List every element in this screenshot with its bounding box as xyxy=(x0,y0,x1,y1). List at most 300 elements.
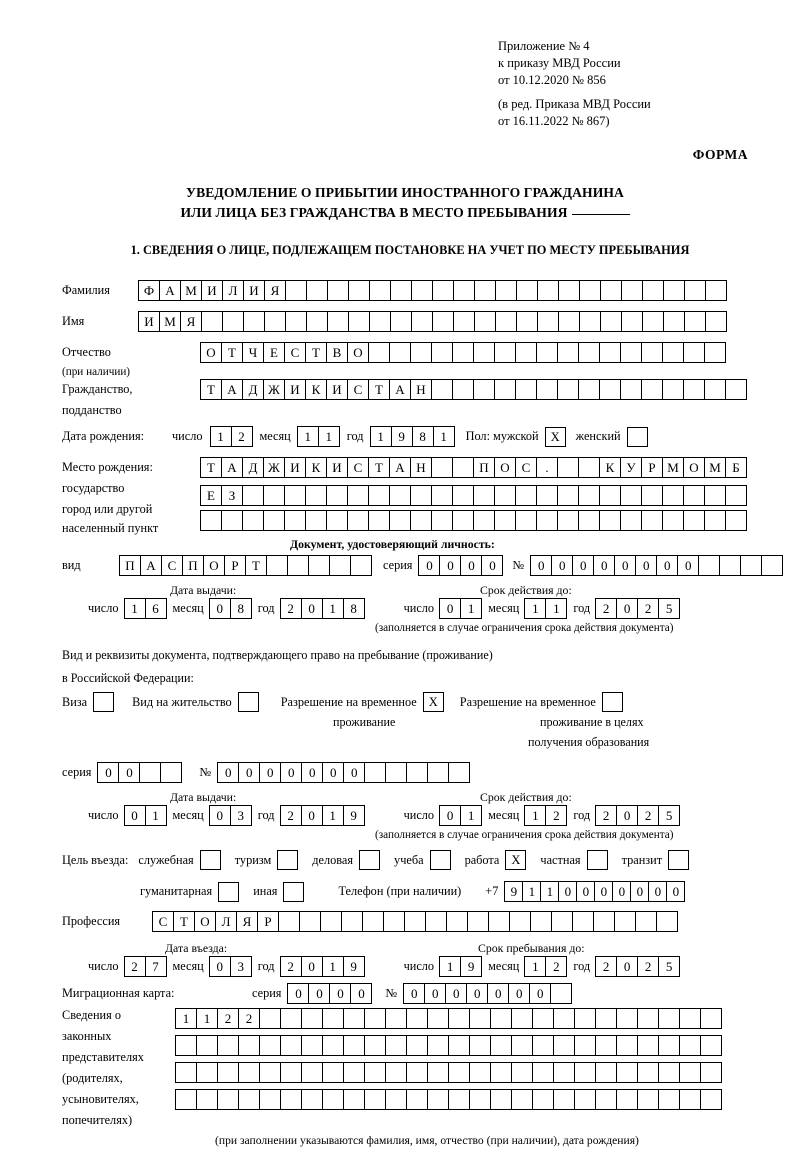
cell[interactable] xyxy=(620,485,642,506)
cell[interactable]: П xyxy=(182,555,204,576)
cell[interactable]: 0 xyxy=(572,555,594,576)
cell[interactable]: 0 xyxy=(403,983,425,1004)
cell[interactable] xyxy=(704,342,726,363)
entry-year-input[interactable] xyxy=(280,956,364,977)
cell[interactable]: Ф xyxy=(138,280,160,301)
cell[interactable] xyxy=(662,510,684,531)
cell[interactable]: 0 xyxy=(551,555,573,576)
cell[interactable]: 0 xyxy=(530,555,552,576)
cell[interactable]: 0 xyxy=(616,805,638,826)
cell[interactable] xyxy=(406,1089,428,1110)
cell[interactable] xyxy=(599,342,621,363)
permit-valid-day-input[interactable] xyxy=(439,805,481,826)
cell[interactable]: 0 xyxy=(439,555,461,576)
birthplace-input-1[interactable] xyxy=(200,457,746,478)
cell[interactable] xyxy=(572,911,594,932)
cell[interactable]: 2 xyxy=(124,956,146,977)
cell[interactable]: 2 xyxy=(637,598,659,619)
cell[interactable] xyxy=(264,311,286,332)
cell[interactable]: 3 xyxy=(230,956,252,977)
cell[interactable]: 0 xyxy=(508,983,530,1004)
cell[interactable]: Р xyxy=(257,911,279,932)
cell[interactable] xyxy=(263,510,285,531)
cell[interactable]: О xyxy=(194,911,216,932)
cell[interactable] xyxy=(299,911,321,932)
cell[interactable]: П xyxy=(473,457,495,478)
cell[interactable]: 0 xyxy=(439,598,461,619)
cell[interactable]: К xyxy=(305,379,327,400)
identity-valid-month-input[interactable] xyxy=(524,598,566,619)
cell[interactable] xyxy=(383,911,405,932)
cell[interactable]: Т xyxy=(173,911,195,932)
cell[interactable] xyxy=(389,510,411,531)
stay-year-input[interactable] xyxy=(595,956,679,977)
cell[interactable]: С xyxy=(347,457,369,478)
cell[interactable] xyxy=(242,510,264,531)
permit-edu-checkbox[interactable] xyxy=(602,692,623,712)
cell[interactable] xyxy=(348,311,370,332)
cell[interactable]: 1 xyxy=(524,598,546,619)
cell[interactable]: А xyxy=(389,379,411,400)
cell[interactable] xyxy=(537,280,559,301)
cell[interactable] xyxy=(719,555,741,576)
cell[interactable]: 0 xyxy=(97,762,119,783)
cell[interactable] xyxy=(515,510,537,531)
cell[interactable]: 1 xyxy=(524,956,546,977)
cell[interactable] xyxy=(532,1008,554,1029)
cell[interactable] xyxy=(684,311,706,332)
cell[interactable]: 1 xyxy=(545,598,567,619)
cell[interactable] xyxy=(494,485,516,506)
cell[interactable] xyxy=(448,762,470,783)
cell[interactable] xyxy=(389,485,411,506)
purpose-option-checkbox[interactable] xyxy=(283,882,304,902)
cell[interactable] xyxy=(406,1062,428,1083)
cell[interactable]: 1 xyxy=(540,881,559,902)
cell[interactable] xyxy=(390,311,412,332)
cell[interactable] xyxy=(432,311,454,332)
cell[interactable]: 0 xyxy=(343,762,365,783)
cell[interactable] xyxy=(278,911,300,932)
cell[interactable] xyxy=(427,1035,449,1056)
cell[interactable] xyxy=(658,1008,680,1029)
cell[interactable]: 0 xyxy=(616,598,638,619)
purpose-option-checkbox[interactable]: Х xyxy=(505,850,526,870)
cell[interactable] xyxy=(614,911,636,932)
cell[interactable] xyxy=(557,379,579,400)
cell[interactable]: 1 xyxy=(145,805,167,826)
cell[interactable] xyxy=(700,1089,722,1110)
cell[interactable] xyxy=(658,1035,680,1056)
cell[interactable]: 0 xyxy=(301,598,323,619)
cell[interactable] xyxy=(343,1008,365,1029)
cell[interactable] xyxy=(537,311,559,332)
cell[interactable] xyxy=(369,311,391,332)
cell[interactable] xyxy=(532,1062,554,1083)
cell[interactable] xyxy=(217,1035,239,1056)
cell[interactable] xyxy=(320,911,342,932)
cell[interactable]: М xyxy=(662,457,684,478)
cell[interactable]: А xyxy=(140,555,162,576)
cell[interactable]: Д xyxy=(242,379,264,400)
cell[interactable] xyxy=(684,280,706,301)
identity-valid-year-input[interactable] xyxy=(595,598,679,619)
cell[interactable]: 1 xyxy=(210,426,232,447)
cell[interactable]: 1 xyxy=(370,426,392,447)
cell[interactable] xyxy=(574,1035,596,1056)
cell[interactable] xyxy=(679,1062,701,1083)
cell[interactable] xyxy=(515,342,537,363)
stay-day-input[interactable] xyxy=(439,956,481,977)
cell[interactable] xyxy=(553,1035,575,1056)
cell[interactable]: 0 xyxy=(329,983,351,1004)
cell[interactable]: О xyxy=(494,457,516,478)
cell[interactable]: 0 xyxy=(529,983,551,1004)
cell[interactable] xyxy=(385,1035,407,1056)
cell[interactable] xyxy=(700,1008,722,1029)
cell[interactable] xyxy=(600,280,622,301)
identity-issue-month-input[interactable] xyxy=(209,598,251,619)
cell[interactable] xyxy=(431,510,453,531)
cell[interactable]: 9 xyxy=(343,805,365,826)
cell[interactable] xyxy=(385,1008,407,1029)
cell[interactable]: О xyxy=(203,555,225,576)
cell[interactable] xyxy=(369,280,391,301)
cell[interactable] xyxy=(343,1035,365,1056)
birthplace-input-2[interactable] xyxy=(200,485,746,506)
name-input[interactable] xyxy=(138,311,726,332)
cell[interactable] xyxy=(532,1035,554,1056)
cell[interactable]: Т xyxy=(368,379,390,400)
cell[interactable] xyxy=(616,1008,638,1029)
cell[interactable]: 2 xyxy=(637,805,659,826)
cell[interactable]: М xyxy=(704,457,726,478)
permit-temp-checkbox[interactable]: Х xyxy=(423,692,444,712)
cell[interactable] xyxy=(704,485,726,506)
cell[interactable] xyxy=(280,1089,302,1110)
cell[interactable]: 0 xyxy=(301,805,323,826)
cell[interactable] xyxy=(621,311,643,332)
identity-issue-year-input[interactable] xyxy=(280,598,364,619)
cell[interactable] xyxy=(368,510,390,531)
cell[interactable]: Н xyxy=(410,457,432,478)
cell[interactable]: Б xyxy=(725,457,747,478)
cell[interactable]: 0 xyxy=(616,956,638,977)
cell[interactable] xyxy=(284,510,306,531)
cell[interactable] xyxy=(579,280,601,301)
cell[interactable] xyxy=(306,280,328,301)
cell[interactable]: С xyxy=(161,555,183,576)
cell[interactable] xyxy=(243,311,265,332)
identity-kind-input[interactable] xyxy=(119,555,371,576)
cell[interactable] xyxy=(558,311,580,332)
cell[interactable] xyxy=(516,280,538,301)
cell[interactable] xyxy=(725,379,747,400)
cell[interactable] xyxy=(578,342,600,363)
cell[interactable] xyxy=(196,1035,218,1056)
cell[interactable] xyxy=(536,510,558,531)
cell[interactable] xyxy=(308,555,330,576)
cell[interactable] xyxy=(511,1089,533,1110)
cell[interactable] xyxy=(427,1089,449,1110)
cell[interactable] xyxy=(679,1089,701,1110)
cell[interactable] xyxy=(494,379,516,400)
cell[interactable] xyxy=(406,1008,428,1029)
cell[interactable] xyxy=(595,1035,617,1056)
citizenship-input[interactable] xyxy=(200,379,746,400)
cell[interactable]: Д xyxy=(242,457,264,478)
cell[interactable]: 8 xyxy=(230,598,252,619)
cell[interactable] xyxy=(322,1035,344,1056)
cell[interactable]: А xyxy=(221,379,243,400)
cell[interactable] xyxy=(511,1035,533,1056)
cell[interactable] xyxy=(616,1035,638,1056)
cell[interactable]: Р xyxy=(641,457,663,478)
cell[interactable] xyxy=(616,1062,638,1083)
migration-number-input[interactable] xyxy=(403,983,571,1004)
cell[interactable] xyxy=(662,485,684,506)
cell[interactable] xyxy=(301,1089,323,1110)
cell[interactable] xyxy=(536,342,558,363)
cell[interactable] xyxy=(557,342,579,363)
cell[interactable] xyxy=(217,1062,239,1083)
representatives-input-4[interactable] xyxy=(175,1089,721,1110)
cell[interactable] xyxy=(427,762,449,783)
cell[interactable] xyxy=(656,911,678,932)
cell[interactable]: П xyxy=(119,555,141,576)
cell[interactable] xyxy=(301,1008,323,1029)
cell[interactable]: 8 xyxy=(412,426,434,447)
cell[interactable]: Н xyxy=(410,379,432,400)
cell[interactable]: Л xyxy=(222,280,244,301)
cell[interactable] xyxy=(329,555,351,576)
permit-valid-month-input[interactable] xyxy=(524,805,566,826)
cell[interactable] xyxy=(725,510,747,531)
cell[interactable] xyxy=(641,485,663,506)
cell[interactable] xyxy=(593,911,615,932)
cell[interactable] xyxy=(431,379,453,400)
cell[interactable]: 0 xyxy=(118,762,140,783)
cell[interactable] xyxy=(431,457,453,478)
cell[interactable] xyxy=(406,1035,428,1056)
entry-day-input[interactable] xyxy=(124,956,166,977)
cell[interactable]: 2 xyxy=(595,956,617,977)
cell[interactable]: 0 xyxy=(322,762,344,783)
cell[interactable] xyxy=(280,1035,302,1056)
purpose-option-checkbox[interactable] xyxy=(430,850,451,870)
cell[interactable] xyxy=(578,379,600,400)
cell[interactable]: М xyxy=(159,311,181,332)
cell[interactable] xyxy=(511,1062,533,1083)
cell[interactable]: 2 xyxy=(595,805,617,826)
cell[interactable] xyxy=(341,911,363,932)
cell[interactable]: 2 xyxy=(280,805,302,826)
cell[interactable] xyxy=(553,1062,575,1083)
cell[interactable]: З xyxy=(221,485,243,506)
cell[interactable] xyxy=(621,280,643,301)
cell[interactable]: 0 xyxy=(301,956,323,977)
cell[interactable]: Т xyxy=(200,457,222,478)
cell[interactable] xyxy=(343,1062,365,1083)
cell[interactable] xyxy=(390,280,412,301)
cell[interactable] xyxy=(238,1062,260,1083)
identity-issue-day-input[interactable] xyxy=(124,598,166,619)
cell[interactable] xyxy=(322,1062,344,1083)
cell[interactable]: Т xyxy=(245,555,267,576)
cell[interactable] xyxy=(579,311,601,332)
cell[interactable]: 0 xyxy=(287,983,309,1004)
cell[interactable]: А xyxy=(389,457,411,478)
permit-visa-checkbox[interactable] xyxy=(93,692,114,712)
cell[interactable]: 0 xyxy=(656,555,678,576)
cell[interactable] xyxy=(599,510,621,531)
purpose-option-checkbox[interactable] xyxy=(359,850,380,870)
cell[interactable]: 0 xyxy=(460,555,482,576)
cell[interactable] xyxy=(509,911,531,932)
cell[interactable] xyxy=(452,457,474,478)
cell[interactable] xyxy=(448,1035,470,1056)
cell[interactable]: 2 xyxy=(231,426,253,447)
cell[interactable] xyxy=(285,280,307,301)
cell[interactable]: 2 xyxy=(217,1008,239,1029)
cell[interactable] xyxy=(411,280,433,301)
cell[interactable]: С xyxy=(284,342,306,363)
cell[interactable] xyxy=(637,1035,659,1056)
cell[interactable]: С xyxy=(347,379,369,400)
cell[interactable] xyxy=(704,510,726,531)
phone-input[interactable] xyxy=(504,881,684,902)
cell[interactable] xyxy=(490,1062,512,1083)
cell[interactable] xyxy=(469,1089,491,1110)
cell[interactable] xyxy=(446,911,468,932)
cell[interactable]: 2 xyxy=(595,598,617,619)
profession-input[interactable] xyxy=(152,911,677,932)
cell[interactable]: 3 xyxy=(230,805,252,826)
cell[interactable] xyxy=(263,485,285,506)
cell[interactable]: 1 xyxy=(460,805,482,826)
cell[interactable] xyxy=(599,485,621,506)
cell[interactable] xyxy=(725,485,747,506)
representatives-input-3[interactable] xyxy=(175,1062,721,1083)
cell[interactable]: 0 xyxy=(648,881,667,902)
cell[interactable] xyxy=(175,1089,197,1110)
cell[interactable] xyxy=(425,911,447,932)
cell[interactable]: И xyxy=(284,457,306,478)
sex-female-checkbox[interactable] xyxy=(627,427,648,447)
cell[interactable] xyxy=(385,762,407,783)
permit-issue-month-input[interactable] xyxy=(209,805,251,826)
cell[interactable] xyxy=(362,911,384,932)
purpose-option-checkbox[interactable] xyxy=(587,850,608,870)
cell[interactable]: О xyxy=(347,342,369,363)
cell[interactable]: 1 xyxy=(433,426,455,447)
cell[interactable] xyxy=(642,311,664,332)
cell[interactable] xyxy=(259,1062,281,1083)
cell[interactable] xyxy=(490,1008,512,1029)
cell[interactable]: 9 xyxy=(391,426,413,447)
cell[interactable] xyxy=(364,1089,386,1110)
cell[interactable]: И xyxy=(326,457,348,478)
cell[interactable]: У xyxy=(620,457,642,478)
cell[interactable] xyxy=(301,1062,323,1083)
cell[interactable] xyxy=(427,1008,449,1029)
cell[interactable] xyxy=(637,1062,659,1083)
cell[interactable]: 0 xyxy=(612,881,631,902)
stay-month-input[interactable] xyxy=(524,956,566,977)
cell[interactable] xyxy=(705,280,727,301)
identity-valid-day-input[interactable] xyxy=(439,598,481,619)
birth-day-input[interactable] xyxy=(210,426,252,447)
cell[interactable] xyxy=(557,485,579,506)
cell[interactable] xyxy=(574,1062,596,1083)
cell[interactable] xyxy=(322,1008,344,1029)
cell[interactable] xyxy=(259,1089,281,1110)
cell[interactable] xyxy=(238,1035,260,1056)
cell[interactable]: О xyxy=(200,342,222,363)
cell[interactable] xyxy=(637,1089,659,1110)
permit-valid-year-input[interactable] xyxy=(595,805,679,826)
cell[interactable] xyxy=(431,485,453,506)
cell[interactable]: 1 xyxy=(322,805,344,826)
cell[interactable]: 2 xyxy=(280,598,302,619)
cell[interactable] xyxy=(683,510,705,531)
cell[interactable]: Т xyxy=(221,342,243,363)
cell[interactable] xyxy=(557,457,579,478)
cell[interactable]: 1 xyxy=(460,598,482,619)
identity-series-input[interactable] xyxy=(418,555,502,576)
cell[interactable]: Л xyxy=(215,911,237,932)
cell[interactable]: 0 xyxy=(614,555,636,576)
cell[interactable] xyxy=(578,510,600,531)
cell[interactable] xyxy=(515,379,537,400)
cell[interactable]: Я xyxy=(236,911,258,932)
cell[interactable] xyxy=(473,342,495,363)
cell[interactable] xyxy=(551,911,573,932)
cell[interactable]: К xyxy=(599,457,621,478)
cell[interactable]: 1 xyxy=(175,1008,197,1029)
cell[interactable]: Т xyxy=(200,379,222,400)
cell[interactable]: 2 xyxy=(545,956,567,977)
cell[interactable] xyxy=(285,311,307,332)
cell[interactable] xyxy=(196,1062,218,1083)
cell[interactable] xyxy=(453,311,475,332)
cell[interactable] xyxy=(494,342,516,363)
cell[interactable] xyxy=(474,311,496,332)
cell[interactable]: 0 xyxy=(124,805,146,826)
cell[interactable] xyxy=(347,510,369,531)
cell[interactable]: 8 xyxy=(343,598,365,619)
cell[interactable]: 5 xyxy=(658,805,680,826)
cell[interactable] xyxy=(410,485,432,506)
cell[interactable] xyxy=(217,1089,239,1110)
cell[interactable] xyxy=(532,1089,554,1110)
cell[interactable] xyxy=(553,1008,575,1029)
identity-number-input[interactable] xyxy=(530,555,782,576)
cell[interactable] xyxy=(494,510,516,531)
cell[interactable] xyxy=(530,911,552,932)
purpose-option-checkbox[interactable] xyxy=(277,850,298,870)
cell[interactable] xyxy=(642,280,664,301)
cell[interactable] xyxy=(343,1089,365,1110)
cell[interactable] xyxy=(326,485,348,506)
cell[interactable] xyxy=(404,911,426,932)
birth-year-input[interactable] xyxy=(370,426,454,447)
cell[interactable] xyxy=(698,555,720,576)
cell[interactable]: 0 xyxy=(481,555,503,576)
permit-issue-day-input[interactable] xyxy=(124,805,166,826)
cell[interactable] xyxy=(242,485,264,506)
cell[interactable]: 0 xyxy=(487,983,509,1004)
